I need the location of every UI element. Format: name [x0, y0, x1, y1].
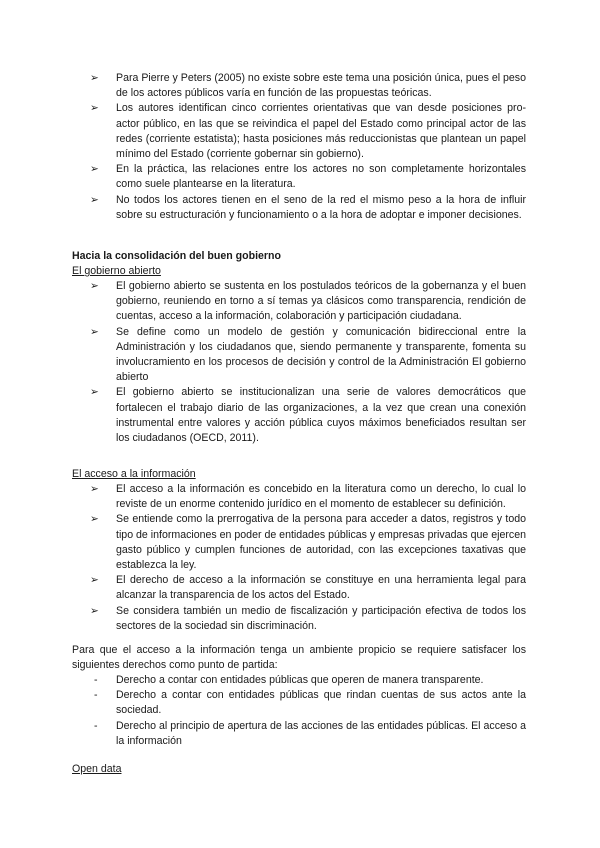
- gobierno-abierto-bullets: [90, 279, 526, 446]
- list-item: ➢ No todos los actores tienen en el seno de la red el mismo peso a la hora de influir sobre su estructuración y funcionamiento o a la hora de adoptar e imponer decisiones.: [90, 193, 526, 221]
- arrow-bullet-icon: ➢: [90, 386, 99, 399]
- subsection-title-open-data: Open data: [72, 763, 122, 775]
- arrow-bullet-icon: ➢: [90, 163, 99, 176]
- arrow-bullet-icon: ➢: [90, 483, 99, 495]
- acceso-bullets: [90, 482, 526, 634]
- arrow-bullet-icon: ➢: [90, 574, 99, 587]
- list-item: - Derecho a contar con entidades públicas que operen de manera transparente.: [90, 673, 526, 688]
- list-item: ➢ El acceso a la información es concebido en la literatura como un derecho, lo cual lo reviste de un enorme contenido jurídico en el momento de establecer su definición.: [90, 483, 526, 511]
- list-item: ➢ El derecho de acceso a la información se constituye en una herramienta legal para alcanzar la transparencia de los actos del Estado.: [90, 574, 526, 602]
- arrow-bullet-icon: ➢: [90, 325, 99, 338]
- list-item: - Derecho a contar con entidades públicas que rindan cuentas de sus actos ante la sociedad.: [94, 689, 526, 717]
- arrow-bullet-icon: ➢: [90, 513, 99, 526]
- arrow-bullet-icon: ➢: [90, 193, 99, 206]
- arrow-bullet-icon: ➢: [90, 604, 99, 617]
- arrow-bullet-icon: ➢: [90, 102, 99, 115]
- list-item: ➢ El gobierno abierto se sustenta en los postulados teóricos de la gobernanza y el buen gobierno, reuniendo en torno a sí temas ya clásicos como transparencia, rendición de cuentas, acceso a la información, colaboración y participación ciudadana.: [90, 280, 526, 323]
- list-item: ➢ El gobierno abierto se institucionalizan una serie de valores democráticos que fortalecen el trabajo diario de las organizaciones, a la vez que crean una conexión instrumental entre valores y acción pública cuyos máximos beneficiados resultan ser los ciudadanos (OECD, 2011).: [90, 386, 526, 445]
- derechos-list: [90, 673, 526, 749]
- list-item: ➢ Para Pierre y Peters (2005) no existe sobre este tema una posición única, pues el peso de los actores públicos varía en función de las propuestas teóricas.: [90, 72, 526, 100]
- derechos-intro: Para que el acceso a la información tenga un ambiente propicio se requiere satisfacer los siguientes derechos como punto de partida:: [72, 644, 526, 672]
- subsection-title-acceso: El acceso a la información: [72, 468, 196, 480]
- list-item: ➢ En la práctica, las relaciones entre los actores no son completamente horizontales como suele plantearse en la literatura.: [90, 163, 526, 191]
- arrow-bullet-icon: ➢: [90, 72, 99, 84]
- section1-bullets: [90, 71, 526, 223]
- subsection-title-gobierno-abierto: El gobierno abierto: [72, 265, 161, 277]
- list-item: ➢ Se define como un modelo de gestión y comunicación bidireccional entre la Administración y los ciudadanos que, siendo permanente y transparente, fomenta su involucramiento en los procesos de decisión y control de la Administración El gobierno abierto: [90, 325, 526, 384]
- list-item: ➢ Se entiende como la prerrogativa de la persona para acceder a datos, registros y todo tipo de informaciones en poder de entidades públicas y empresas privadas que ejercen gasto público y cumplen funciones de autoridad, con las excepciones taxativas que establezca la ley.: [90, 513, 526, 572]
- arrow-bullet-icon: ➢: [90, 280, 99, 292]
- section-heading: Hacia la consolidación del buen gobierno: [72, 250, 281, 262]
- list-item: ➢ Se considera también un medio de fiscalización y participación efectiva de todos los sectores de la sociedad sin discriminación.: [90, 604, 526, 632]
- dash-bullet-icon: -: [94, 689, 98, 702]
- dash-bullet-icon: -: [94, 674, 98, 686]
- list-item: - Derecho al principio de apertura de las acciones de las entidades públicas. El acceso a la información: [94, 719, 526, 747]
- dash-bullet-icon: -: [94, 719, 98, 732]
- list-item: ➢ Los autores identifican cinco corrientes orientativas que van desde posiciones pro-actor público, en las que se reivindica el papel del Estado como principal actor de las redes (corriente estatista); hasta posiciones más reduccionistas que plantean un papel mínimo del Estado (corriente gobernar sin gobierno).: [90, 102, 526, 161]
